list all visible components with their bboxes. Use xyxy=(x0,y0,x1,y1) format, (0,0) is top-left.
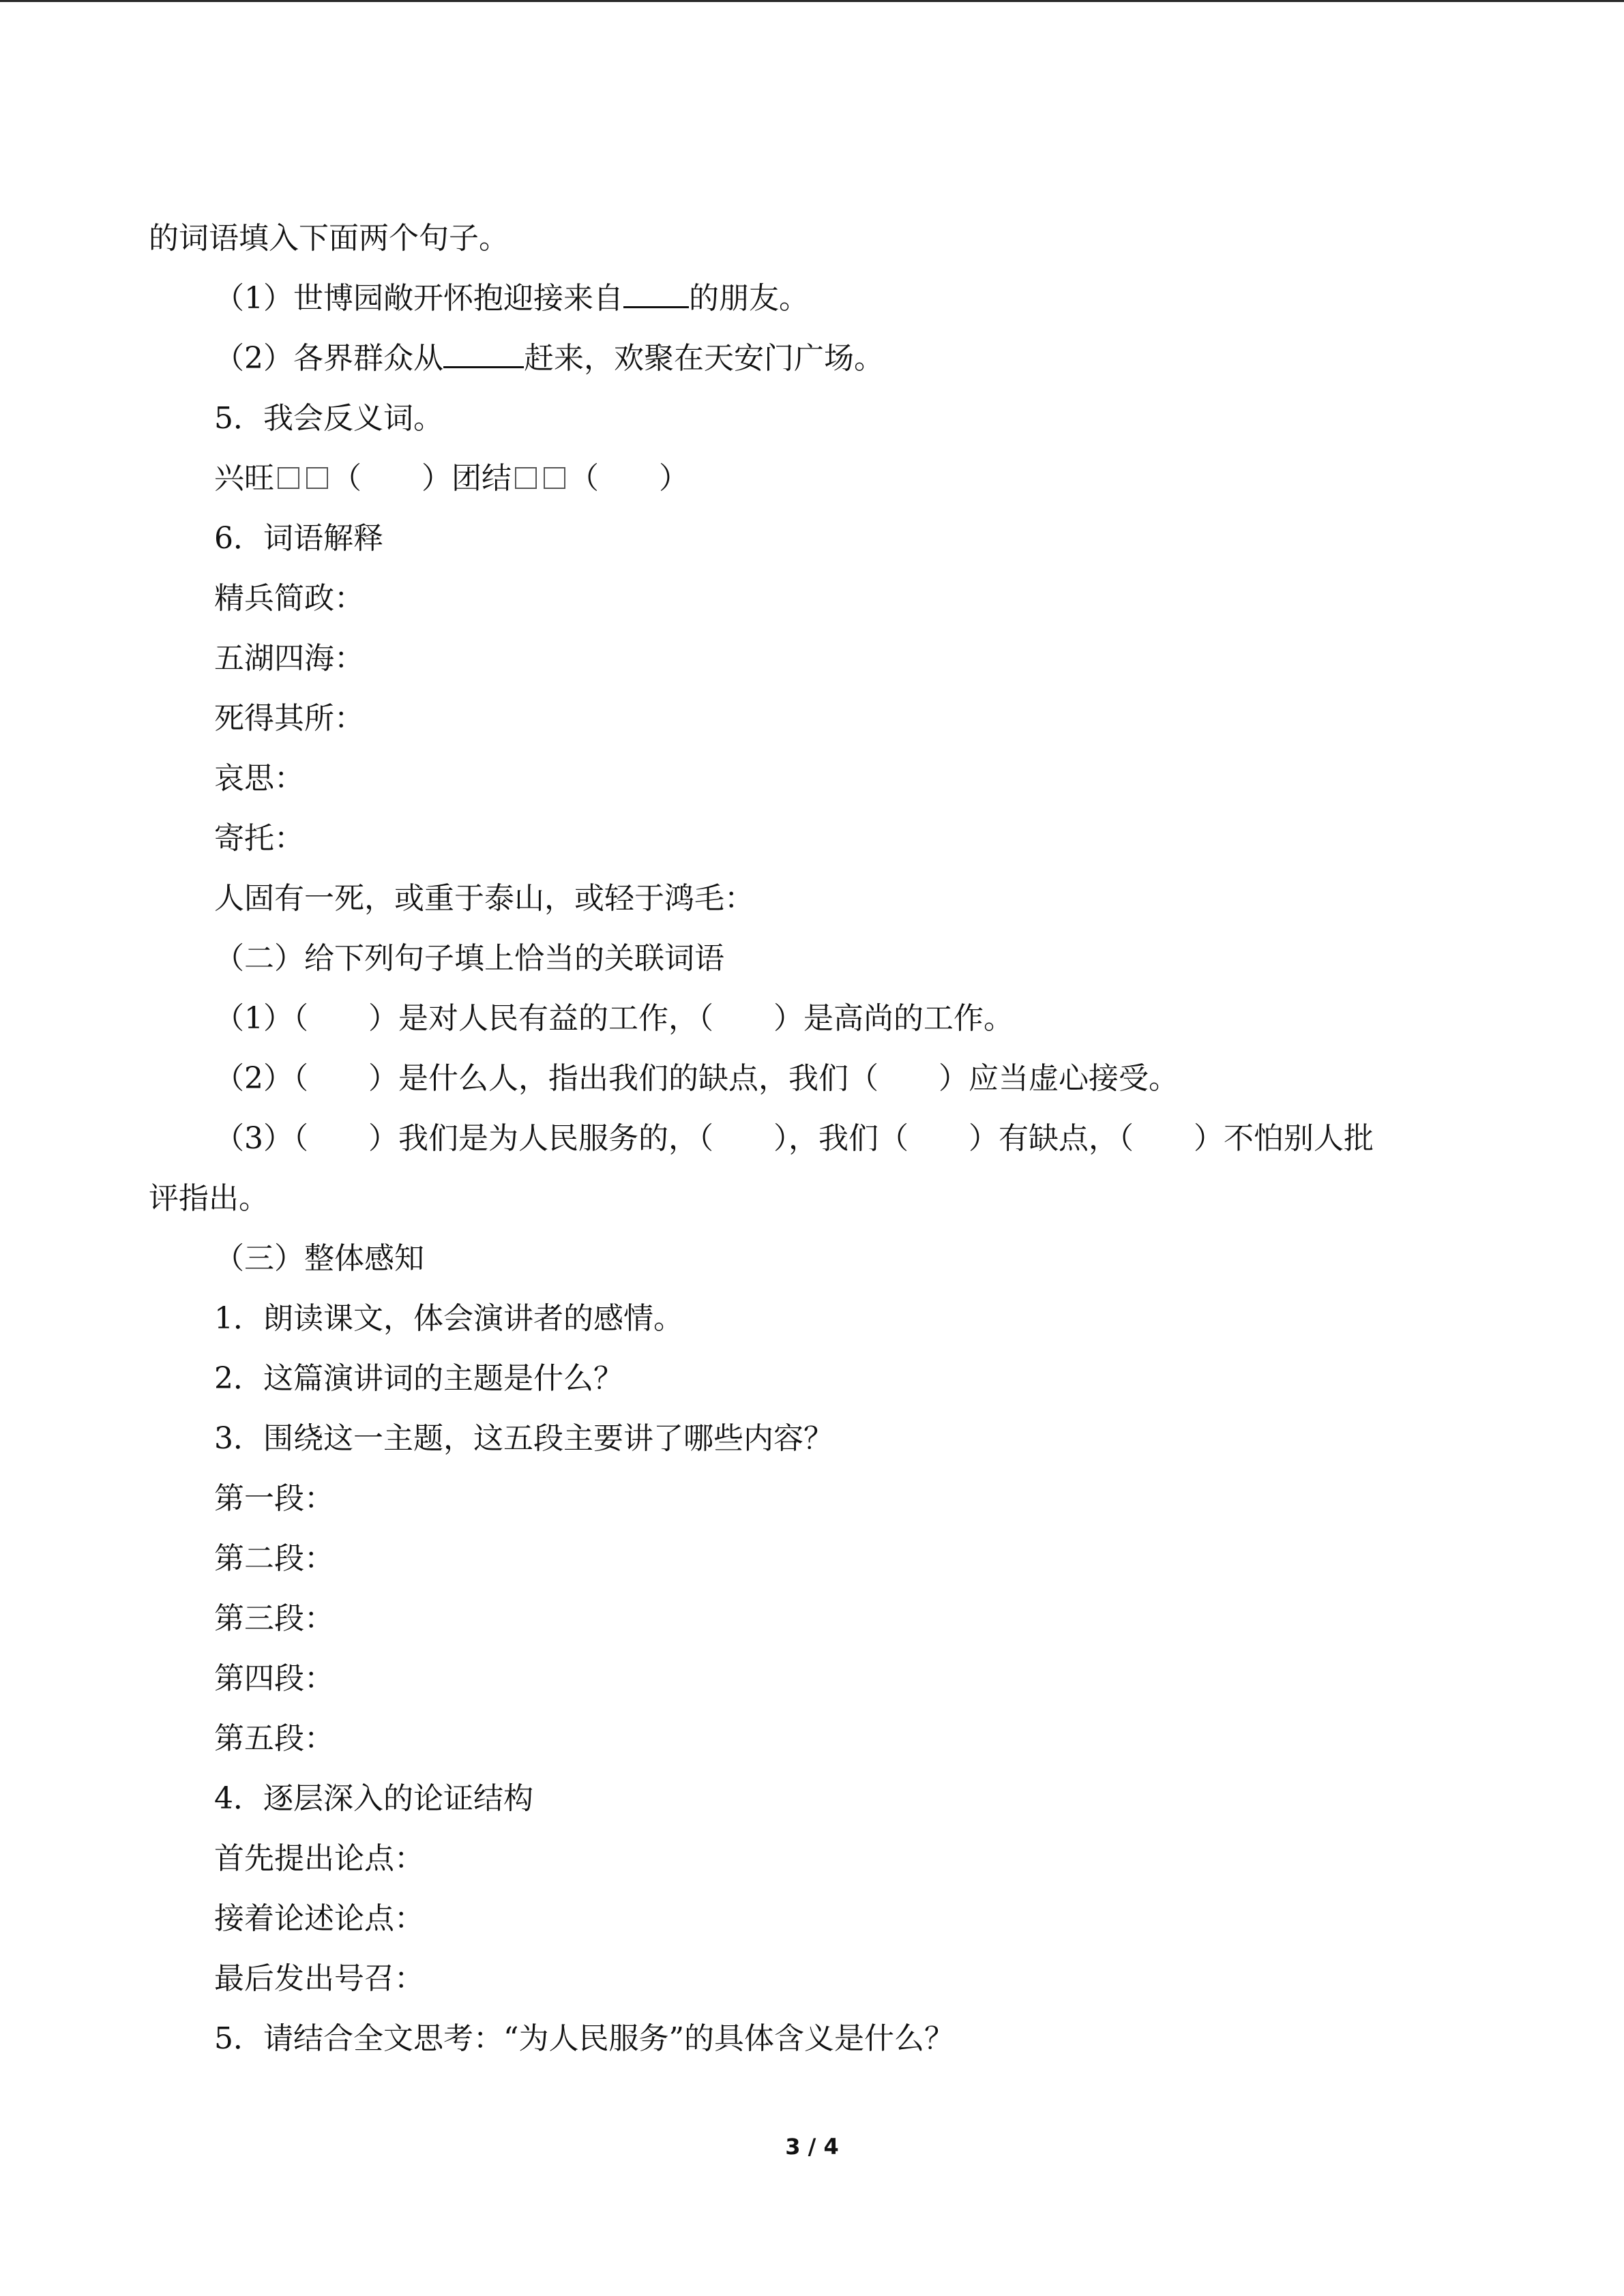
answer-box[interactable] xyxy=(306,467,328,489)
answer-box[interactable] xyxy=(544,467,565,489)
answer-box[interactable] xyxy=(515,467,537,489)
q6-title: 6．词语解释 xyxy=(214,521,383,556)
q6-term: 哀思： xyxy=(214,761,304,796)
q4-intro: 的词语填入下面两个句子。 xyxy=(149,221,509,256)
section-3-question: 2．这篇演讲词的主题是什么？ xyxy=(214,1361,623,1396)
answer-box[interactable] xyxy=(278,467,299,489)
section-2-item-3: （3）（ ）我们是为人民服务的，（ ），我们（ ）有缺点，（ ）不怕别人批 xyxy=(214,1121,1374,1156)
document-body xyxy=(149,209,1486,2069)
q5-word-2: 团结 xyxy=(452,461,512,496)
fill-blank[interactable] xyxy=(443,336,524,368)
structure-prompt: 接着论述论点： xyxy=(214,1901,424,1936)
q6-term: 死得其所： xyxy=(214,701,364,736)
q5-title: 5．我会反义词。 xyxy=(214,401,443,436)
q6-term: 精兵简政： xyxy=(214,581,364,616)
q5-antonym-row xyxy=(149,449,1486,509)
paragraph-prompt: 第三段： xyxy=(214,1601,334,1636)
q6-term: 寄托： xyxy=(214,821,304,856)
q4-s1-after: 的朋友。 xyxy=(689,281,809,316)
section-2-item: （1）（ ）是对人民有益的工作，（ ）是高尚的工作。 xyxy=(214,1001,1014,1036)
section-3-question: 3．围绕这一主题，这五段主要讲了哪些内容？ xyxy=(214,1421,833,1456)
section-2-item-3-continued: 评指出。 xyxy=(149,1181,269,1216)
paragraph-prompt: 第五段： xyxy=(214,1721,334,1756)
q4-s2-before: （2）各界群众从 xyxy=(214,341,443,376)
q6-term: 五湖四海： xyxy=(214,641,364,676)
q4-sentence-2 xyxy=(149,329,1486,389)
section-3-question: 4．逐层深入的论证结构 xyxy=(214,1781,533,1816)
paragraph-prompt: 第一段： xyxy=(214,1481,334,1516)
paragraph-prompt: 第二段： xyxy=(214,1541,334,1576)
structure-prompt: 最后发出号召： xyxy=(214,1961,424,1996)
q6-term: 人固有一死，或重于泰山，或轻于鸿毛： xyxy=(214,881,754,916)
q5-paren-1: （ ） xyxy=(331,461,452,496)
paragraph-prompt: 第四段： xyxy=(214,1661,334,1696)
q4-s1-before: （1）世博园敞开怀抱迎接来自 xyxy=(214,281,623,316)
page-number: 3 / 4 xyxy=(785,2134,839,2160)
section-2-title: （二）给下列句子填上恰当的关联词语 xyxy=(214,941,724,976)
section-3-title: （三）整体感知 xyxy=(214,1241,424,1276)
q5-word-1: 兴旺 xyxy=(214,461,274,496)
section-3-question: 5．请结合全文思考：“为人民服务”的具体含义是什么？ xyxy=(214,2021,954,2056)
fill-blank[interactable] xyxy=(623,276,689,308)
page-top-border xyxy=(0,0,1624,2)
q4-sentence-1 xyxy=(149,269,1486,329)
q5-paren-2: （ ） xyxy=(569,461,689,496)
section-2-item: （2）（ ）是什么人，指出我们的缺点，我们（ ）应当虚心接受。 xyxy=(214,1061,1179,1096)
q4-s2-after: 赶来，欢聚在天安门广场。 xyxy=(524,341,884,376)
section-3-question: 1．朗读课文，体会演讲者的感情。 xyxy=(214,1301,683,1336)
structure-prompt: 首先提出论点： xyxy=(214,1841,424,1876)
